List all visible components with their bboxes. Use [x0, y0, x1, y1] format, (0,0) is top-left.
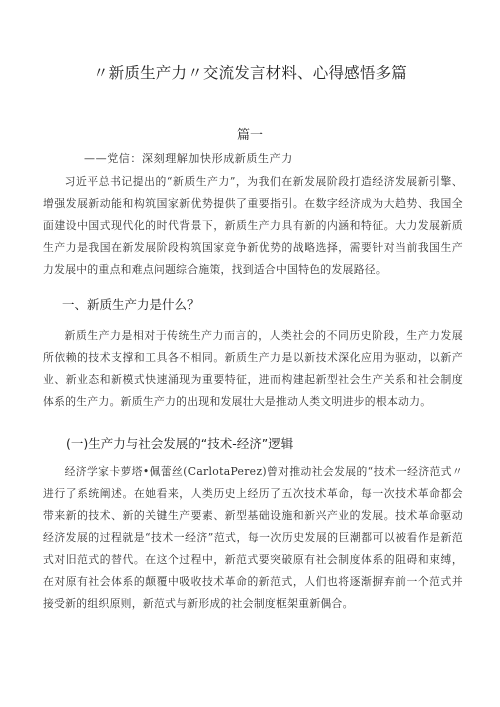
heading-tech-economy: (一)生产力与社会发展的“技术-经济”逻辑: [66, 436, 294, 451]
heading-what-is: 一、新质生产力是什么？: [62, 297, 200, 312]
section-subtitle: ——党信：深刻理解加快形成新质生产力: [84, 152, 293, 165]
paragraph-intro: 习近平总书记提出的“新质生产力”，为我们在新发展阶段打造经济发展新引擎、增强发展新动能和构筑国家新优势提供了重要指引。在数字经济成为大趋势、我国全面建设中国式现代化的时代背景下，新质生产力具有新的内涵和特征。大力发展新质生产力是我国在新发展阶段构筑国家竞争新优势的战略选择，需要针对当前我国生产力发展中的重点和难点问题综合施策，找到适合中国特色的发展路径。: [43, 175, 463, 276]
paragraph-perez: 经济学家卡萝塔•佩蕾丝(CarlotaPerez)曾对推动社会发展的“技术一经济范式〃进行了系统阐述。在她看来，人类历史上经历了五次技术革命，每一次技术革命都会带来新的技术、新的关键生产要素、新型基础设施和新兴产业的发展。技术革命驱动经济发展的过程就是“技术一经济”范式，每一次历史发展的巨潮都可以被看作是新范式对旧范式的替代。在这个过程中，新范式要突破原有社会制度体系的阻碍和束缚，在对原有社会体系的颠覆中吸收技术革命的新范式，人们也将逐渐摒弃前一个范式并接受新的组织原则，新范式与新形成的社会制度框架重新偶合。: [43, 465, 463, 610]
paragraph-definition: 新质生产力是相对于传统生产力而言的，人类社会的不同历史阶段，生产力发展所依赖的技术支撑和工具各不相同。新质生产力是以新技术深化应用为驱动，以新产业、新业态和新模式快速涌现为重要特征，进而构建起新型社会生产关系和社会制度体系的生产力。新质生产力的出现和发展壮大是推动人类文明进步的根本动力。: [43, 329, 463, 408]
document-title: 〃新质生产力〃交流发言材料、心得感悟多篇: [92, 64, 407, 82]
section-title: 篇一: [236, 128, 263, 143]
